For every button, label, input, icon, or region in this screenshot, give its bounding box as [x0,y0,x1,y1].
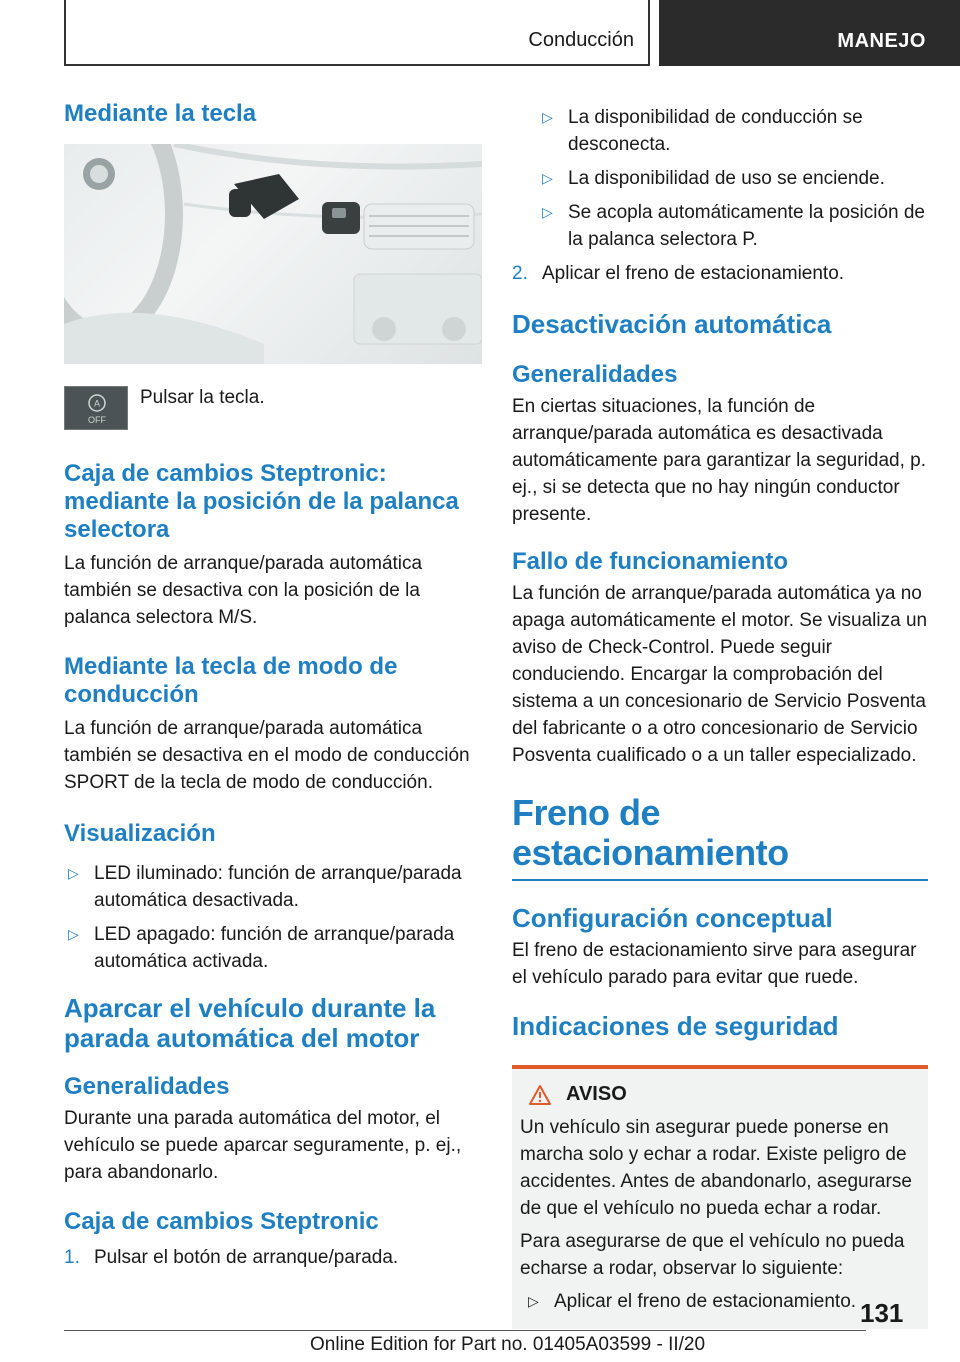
footer-edition: Online Edition for Part no. 01405A03599 - II/20 [310,1334,706,1355]
list-item: ▷ Se acopla automáticamente la posición de la palanca selectora P. [538,199,928,253]
auto-start-stop-button-icon [64,386,128,430]
warning-paragraph-2: Para asegurarse de que el vehículo no pueda echarse a rodar, observar lo siguiente: [520,1231,905,1279]
warning-box [512,1065,928,1329]
cockpit-illustration [64,144,482,364]
warning-title-row [520,1083,920,1106]
heading-fallo: Fallo de funcionamiento [512,548,789,575]
step-number: 2. [512,263,528,284]
header-chapter-title: MANEJO [837,30,926,52]
heading-generalidades-left: Generalidades [64,1073,230,1100]
triangle-bullet-icon: ▷ [68,865,79,881]
heading-modo-conduccion: Mediante la tecla de modo de conducción [64,653,398,708]
list-item: ▷ Aplicar el freno de estacionamiento. [524,1288,920,1315]
button-caption: Pulsar la tecla. [140,387,265,408]
triangle-bullet-icon: ▷ [528,1293,539,1309]
paragraph-generalidades-right: En ciertas situaciones, la función de arranque/parada automática es desactivada automáticamente para garantizar la seguridad, p. ej., si se detecta que no hay ningún conductor presente. [512,396,927,525]
list-item: ▷ La disponibilidad de uso se enciende. [538,165,928,192]
heading-steptronic-position: Caja de cambios Steptronic: mediante la posición de la palanca selectora [64,460,459,543]
step-number: 1. [64,1247,80,1268]
paragraph-fallo: La función de arranque/parada automática ya no apaga automáticamente el motor. Se visualiza un aviso de Check-Control. Puede seguir conduciendo. Encargar la comprobación del sistema a un concesionario de Servicio Posventa del fabricante o a otro concesionario de Servicio Posventa cualificado o a un taller especializado. [512,583,928,766]
steps-list-2 [512,260,928,287]
header-chapter-box [659,0,960,66]
heading-mediante-tecla: Mediante la tecla [64,100,257,127]
list-item: ▷ La disponibilidad de conducción se desconecta. [538,104,928,158]
footer-divider [64,1330,866,1331]
heading-configuracion: Configuración conceptual [512,903,833,933]
paragraph-generalidades-left: Durante una parada automática del motor, el vehículo se puede aparcar seguramente, p. ej., para abandonarlo. [64,1108,462,1183]
heading-desactivacion: Desactivación automática [512,309,832,339]
cockpit-photo [64,144,482,364]
triangle-bullet-icon: ▷ [542,170,553,186]
right-column [512,104,928,1329]
list-item: 2. Aplicar el freno de estacionamiento. [512,260,928,287]
heading-aparcar: Aparcar el vehículo durante la parada automática del motor [64,993,436,1053]
paragraph-configuracion: El freno de estacionamiento sirve para asegurar el vehículo parado para evitar que ruede. [512,940,917,988]
sub-steps-list [512,104,928,253]
triangle-bullet-icon: ▷ [542,109,553,125]
heading-visualizacion: Visualización [64,820,216,847]
list-item: ▷ LED iluminado: función de arranque/parada automática desactivada. [64,860,482,914]
triangle-bullet-icon: ▷ [68,926,79,942]
page-number: 131 [860,1298,904,1328]
list-item: ▷ LED apagado: función de arranque/parada automática activada. [64,921,482,975]
steps-list [64,1244,482,1271]
warning-title: AVISO [566,1083,627,1105]
visualizacion-list [64,860,482,975]
triangle-bullet-icon: ▷ [542,204,553,220]
list-item: 1. Pulsar el botón de arranque/parada. [64,1244,482,1271]
header-section-title: Conducción [528,29,634,51]
heading-caja-steptronic: Caja de cambios Steptronic [64,1208,379,1235]
button-row [64,386,482,430]
svg-text:A: A [93,398,101,409]
left-column [64,100,482,1278]
heading-freno-estacionamiento: Freno de estacionamiento [512,793,928,881]
button-icon-label: OFF [88,415,106,425]
warning-triangle-icon [528,1084,552,1106]
heading-indicaciones: Indicaciones de seguridad [512,1011,839,1041]
heading-generalidades-right: Generalidades [512,361,678,388]
warning-paragraph-1: Un vehículo sin asegurar puede ponerse en marcha solo y echar a rodar. Existe peligro de accidentes. Antes de abandonarlo, asegurarse de que el vehículo no pueda echar a rodar. [520,1117,912,1219]
paragraph-modo-conduccion: La función de arranque/parada automática también se desactiva en el modo de conducción SPORT de la tecla de modo de conducción. [64,718,470,793]
header-section-box [64,0,650,66]
paragraph-steptronic-position: La función de arranque/parada automática también se desactiva con la posición de la palanca selectora M/S. [64,553,423,628]
